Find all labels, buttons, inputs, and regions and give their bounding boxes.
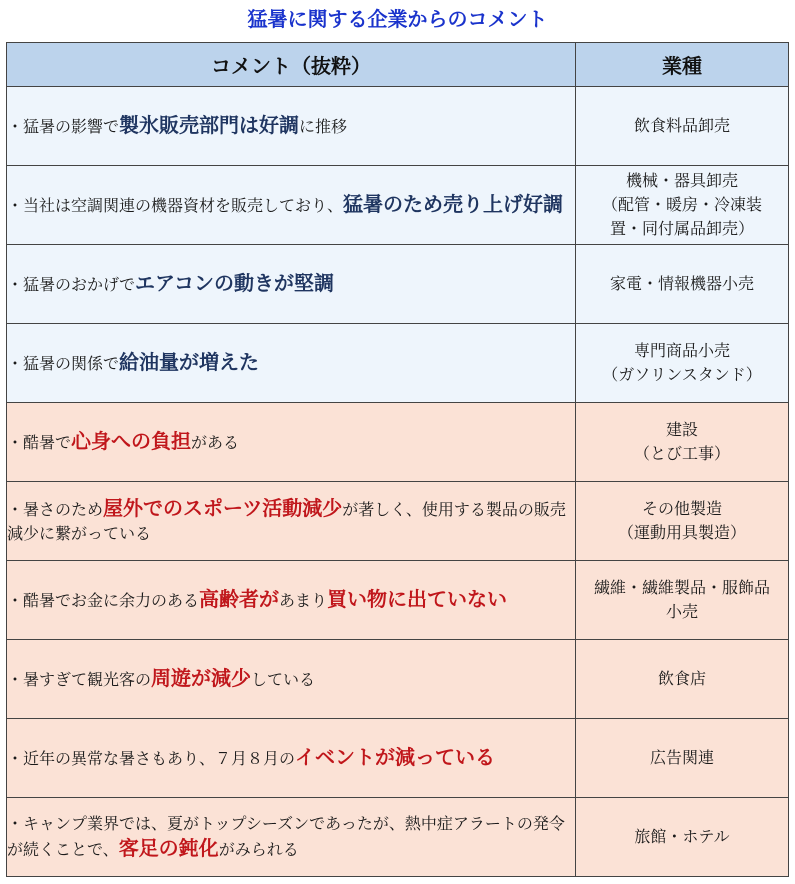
comment-highlight: 客足の鈍化: [118, 836, 219, 860]
industry-text: 小売: [665, 602, 698, 621]
industry-cell: [576, 324, 789, 403]
header-industry: 業種: [576, 43, 789, 87]
comment-cell: [7, 719, 576, 798]
comment-cell: [7, 87, 576, 166]
comment-text: ・近年の異常な暑さもあり、７月８月の: [7, 749, 296, 768]
comment-text: ・猛暑の関係で: [7, 354, 120, 373]
comment-cell: [7, 482, 576, 561]
table-row: [7, 719, 789, 798]
comment-cell: [7, 561, 576, 640]
comment-highlight: 給油量が増えた: [119, 350, 260, 374]
industry-cell: [576, 561, 789, 640]
comment-text: ・猛暑の影響で: [7, 117, 120, 136]
comment-highlight: エアコンの動きが堅調: [135, 271, 335, 295]
comment-text: ・暑さのため: [7, 500, 104, 519]
industry-text: （運動用具製造）: [617, 523, 746, 542]
comment-text: ・キャンプ業界では、夏がトップシーズンであったが、熱中症アラートの発令が続くことで、: [7, 814, 565, 859]
comment-text: ・当社は空調関連の機器資材を販売しており、: [7, 196, 344, 215]
comment-highlight: イベントが減っている: [295, 745, 496, 769]
industry-text: 家電・情報機器小売: [609, 274, 754, 293]
comment-cell: [7, 403, 576, 482]
industry-text: （とび工事）: [633, 444, 730, 463]
comment-highlight: 製氷販売部門は好調: [119, 113, 300, 137]
industry-text: 旅館・ホテル: [634, 827, 730, 846]
page-title: 猛暑に関する企業からのコメント: [247, 7, 548, 31]
table-row: [7, 245, 789, 324]
industry-text: 広告関連: [649, 748, 714, 767]
industry-text: 繊維・繊維製品・服飾品: [593, 578, 770, 597]
industry-text: 建設: [665, 420, 698, 439]
comment-highlight: 買い物に出ていない: [327, 587, 508, 611]
table-row: [7, 482, 789, 561]
comment-cell: [7, 798, 576, 877]
industry-text: 機械・器具卸売: [625, 171, 738, 190]
industry-text: 飲食店: [657, 669, 706, 688]
comment-highlight: 屋外でのスポーツ活動減少: [103, 496, 343, 520]
industry-cell: [576, 719, 789, 798]
comment-text: ・猛暑のおかげで: [7, 275, 136, 294]
industry-cell: [576, 166, 789, 245]
industry-cell: [576, 87, 789, 166]
industry-text: 飲食料品卸売: [633, 116, 730, 135]
comment-text: ・暑すぎて観光客の: [7, 670, 152, 689]
industry-cell: [576, 798, 789, 877]
table-row: [7, 640, 789, 719]
comments-table: [6, 42, 789, 877]
comment-text: が著しく、使用する製品の販売減少に繋がっている: [7, 500, 566, 543]
comment-text: ・酷暑でお金に余力のある: [7, 591, 200, 610]
table-row: [7, 403, 789, 482]
comment-cell: [7, 245, 576, 324]
industry-text: （ガソリンスタンド）: [602, 365, 762, 384]
comment-text: がみられる: [218, 840, 299, 859]
table-row: [7, 324, 789, 403]
comment-text: あまり: [279, 591, 328, 610]
comment-highlight: 周遊が減少: [151, 666, 252, 690]
industry-text: （配管・暖房・冷凍装: [601, 195, 762, 214]
comment-cell: [7, 166, 576, 245]
industry-cell: [576, 245, 789, 324]
industry-text: 専門商品小売: [633, 341, 730, 360]
comment-text: ・酷暑で: [7, 433, 72, 452]
comment-highlight: 猛暑のため売り上げ好調: [343, 192, 564, 216]
industry-cell: [576, 640, 789, 719]
table-row: [7, 87, 789, 166]
table-header-row: [7, 43, 789, 87]
comment-text: に推移: [299, 117, 348, 136]
table-row: [7, 561, 789, 640]
comment-highlight: 高齢者が: [199, 587, 280, 611]
comment-cell: [7, 640, 576, 719]
table-row: [7, 166, 789, 245]
industry-cell: [576, 403, 789, 482]
comment-highlight: 心身への負担: [71, 429, 192, 453]
comment-text: がある: [191, 433, 240, 452]
industry-cell: [576, 482, 789, 561]
header-comment: コメント（抜粋）: [7, 43, 576, 87]
industry-text: その他製造: [641, 499, 722, 518]
table-row: [7, 798, 789, 877]
comment-cell: [7, 324, 576, 403]
industry-text: 置・同付属品卸売）: [609, 219, 754, 238]
comment-text: している: [251, 670, 316, 689]
